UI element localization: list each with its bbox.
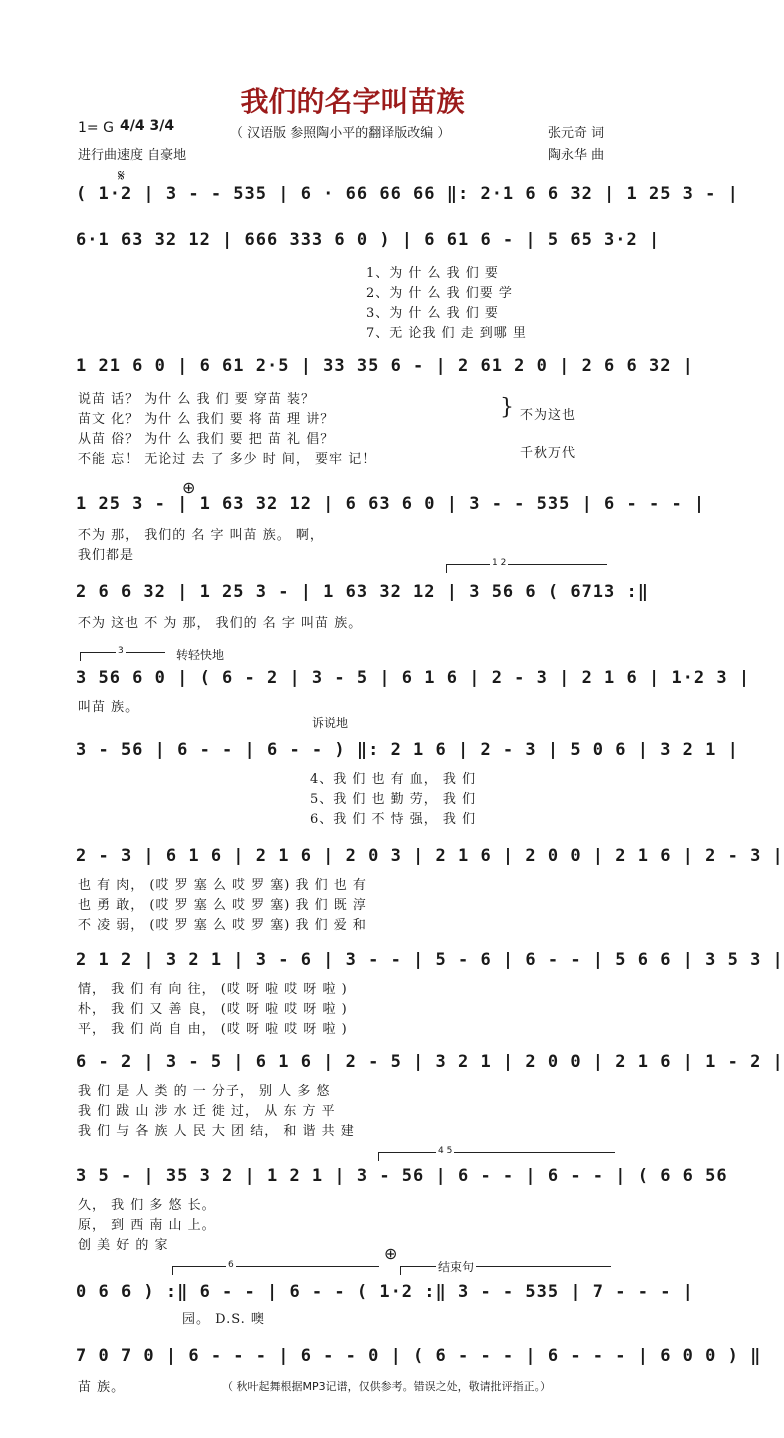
lyric-line: 平， 我 们 尚 自 由， (哎 呀 啦 哎 呀 啦 )	[78, 1022, 348, 1037]
composer: 陶永华 曲	[548, 148, 605, 163]
lyric-line: 情， 我 们 有 向 往， (哎 呀 啦 哎 呀 啦 )	[78, 982, 348, 997]
volta-number: 4 5	[438, 1146, 453, 1156]
ending-bracket	[400, 1266, 611, 1275]
score-line-2: 6·1 63 32 12 | 666 333 6 0 ) | 6 61 6 - | 5 65 3·2 |	[76, 230, 661, 250]
lyric-line: 不为 这也 不 为 那， 我们的 名 字 叫苗 族。	[78, 616, 363, 631]
ending-label: 结束句	[438, 1260, 475, 1274]
lyric-line: 原， 到 西 南 山 上。	[78, 1218, 216, 1233]
score-line-9: 2 1 2 | 3 2 1 | 3 - 6 | 3 - - | 5 - 6 | 6 - - | 5 6 6 | 3 5 3 |	[76, 950, 784, 970]
lyric-line: 苗 族。	[78, 1380, 126, 1395]
score-line-11: 3 5 - | 35 3 2 | 1 2 1 | 3 - 56 | 6 - - | 6 - - | ( 6 6 56	[76, 1166, 728, 1186]
volta-number: 1 2	[492, 558, 507, 568]
tempo-change: 转轻快地	[176, 648, 225, 662]
score-line-7: 3 - 56 | 6 - - | 6 - - ) ‖: 2 1 6 | 2 - 3 | 5 0 6 | 3 2 1 |	[76, 740, 739, 760]
lyric-line: 4、我 们 也 有 血， 我 们	[310, 772, 477, 787]
volta-number: 6	[228, 1260, 234, 1270]
lyric-line: 我们都是	[78, 548, 135, 563]
key-signature: 1= G	[78, 120, 114, 136]
time-signature: 4/4 3/4	[120, 118, 175, 134]
volta-bracket	[446, 564, 607, 573]
lyric-line: 不能 忘！ 无论过 去 了 多少 时 间， 要牢 记！	[78, 452, 377, 467]
score-line-3: 1 21 6 0 | 6 61 2·5 | 33 35 6 - | 2 61 2 0 | 2 6 6 32 |	[76, 356, 694, 376]
volta-bracket	[172, 1266, 379, 1275]
lyric-line: 久， 我 们 多 悠 长。	[78, 1198, 216, 1213]
score-line-8: 2 - 3 | 6 1 6 | 2 1 6 | 2 0 3 | 2 1 6 | 2 0 0 | 2 1 6 | 2 - 3 |	[76, 846, 784, 866]
lyric-side: 不为这也	[520, 408, 577, 423]
lyric-line: 5、我 们 也 勤 劳， 我 们	[310, 792, 477, 807]
version-note: （ 汉语版 参照陶小平的翻译版改编 ）	[230, 126, 451, 141]
lyric-line: 不 凌 弱， (哎 罗 塞 么 哎 罗 塞) 我 们 爱 和	[78, 918, 367, 933]
volta-bracket	[378, 1152, 615, 1161]
lyric-line: 我 们 跋 山 涉 水 迁 徙 过， 从 东 方 平	[78, 1104, 336, 1119]
lyric-line: 朴， 我 们 又 善 良， (哎 呀 啦 哎 呀 啦 )	[78, 1002, 348, 1017]
segno-icon: 𝄋	[118, 166, 125, 185]
lyric-line: 我 们 是 人 类 的 一 分子， 别 人 多 悠	[78, 1084, 331, 1099]
lyric-line: 不为 那， 我们的 名 字 叫苗 族。 啊，	[78, 528, 324, 543]
lyricist: 张元奇 词	[548, 126, 605, 141]
lyric-line: 叫苗 族。	[78, 700, 140, 715]
tempo-marking: 进行曲速度 自豪地	[78, 148, 187, 163]
lyric-line: 1、为 什 么 我 们 要	[366, 266, 499, 281]
lyric-line: 3、为 什 么 我 们 要	[366, 306, 499, 321]
score-line-12: 0 6 6 ) :‖ 6 - - | 6 - - ( 1·2 :‖ 3 - - 535 | 7 - - - |	[76, 1282, 694, 1302]
lyric-line: 苗文 化？ 为什 么 我们 要 将 苗 理 讲？	[78, 412, 335, 427]
score-line-1: ( 1·2 | 3 - - 535 | 6 · 66 66 66 ‖: 2·1 6 6 32 | 1 25 3 - |	[76, 184, 739, 204]
lyric-line: 2、为 什 么 我 们要 学	[366, 286, 513, 301]
tempo-change: 诉说地	[312, 716, 349, 730]
score-line-4: 1 25 3 - | 1 63 32 12 | 6 63 6 0 | 3 - - 535 | 6 - - - |	[76, 494, 706, 514]
transcription-note: （ 秋叶起舞根据MP3记谱，仅供参考。错误之处，敬请批评指正。）	[222, 1380, 552, 1393]
score-line-10: 6 - 2 | 3 - 5 | 6 1 6 | 2 - 5 | 3 2 1 | 2 0 0 | 2 1 6 | 1 - 2 |	[76, 1052, 784, 1072]
score-line-6: 3 56 6 0 | ( 6 - 2 | 3 - 5 | 6 1 6 | 2 - 3 | 2 1 6 | 1·2 3 |	[76, 668, 751, 688]
lyric-line: 6、我 们 不 恃 强， 我 们	[310, 812, 477, 827]
lyric-line: 我 们 与 各 族 人 民 大 团 结， 和 谐 共 建	[78, 1124, 355, 1139]
lyric-line: 也 有 肉， (哎 罗 塞 么 哎 罗 塞) 我 们 也 有	[78, 878, 367, 893]
lyric-line: 园。 D.S. 噢	[182, 1312, 265, 1327]
volta-number: 3	[118, 646, 124, 656]
lyric-line: 说苗 话？ 为什 么 我 们 要 穿苗 装？	[78, 392, 316, 407]
lyric-line: 从苗 俗？ 为什 么 我们 要 把 苗 礼 倡？	[78, 432, 335, 447]
lyric-side: 千秋万代	[520, 446, 577, 461]
song-title: 我们的名字叫苗族	[240, 85, 465, 118]
lyric-line: 创 美 好 的 家	[78, 1238, 169, 1253]
lyric-line: 7、无 论我 们 走 到哪 里	[366, 326, 527, 341]
lyric-line: 也 勇 敢， (哎 罗 塞 么 哎 罗 塞) 我 们 既 淳	[78, 898, 367, 913]
score-line-13: 7 0 7 0 | 6 - - - | 6 - - 0 | ( 6 - - - | 6 - - - | 6 0 0 ) ‖	[76, 1346, 762, 1366]
coda-icon: ⊕	[384, 1244, 398, 1263]
score-line-5: 2 6 6 32 | 1 25 3 - | 1 63 32 12 | 3 56 6 ( 6713 :‖	[76, 582, 649, 602]
coda-icon: ⊕	[182, 478, 196, 497]
brace: }	[500, 395, 515, 420]
